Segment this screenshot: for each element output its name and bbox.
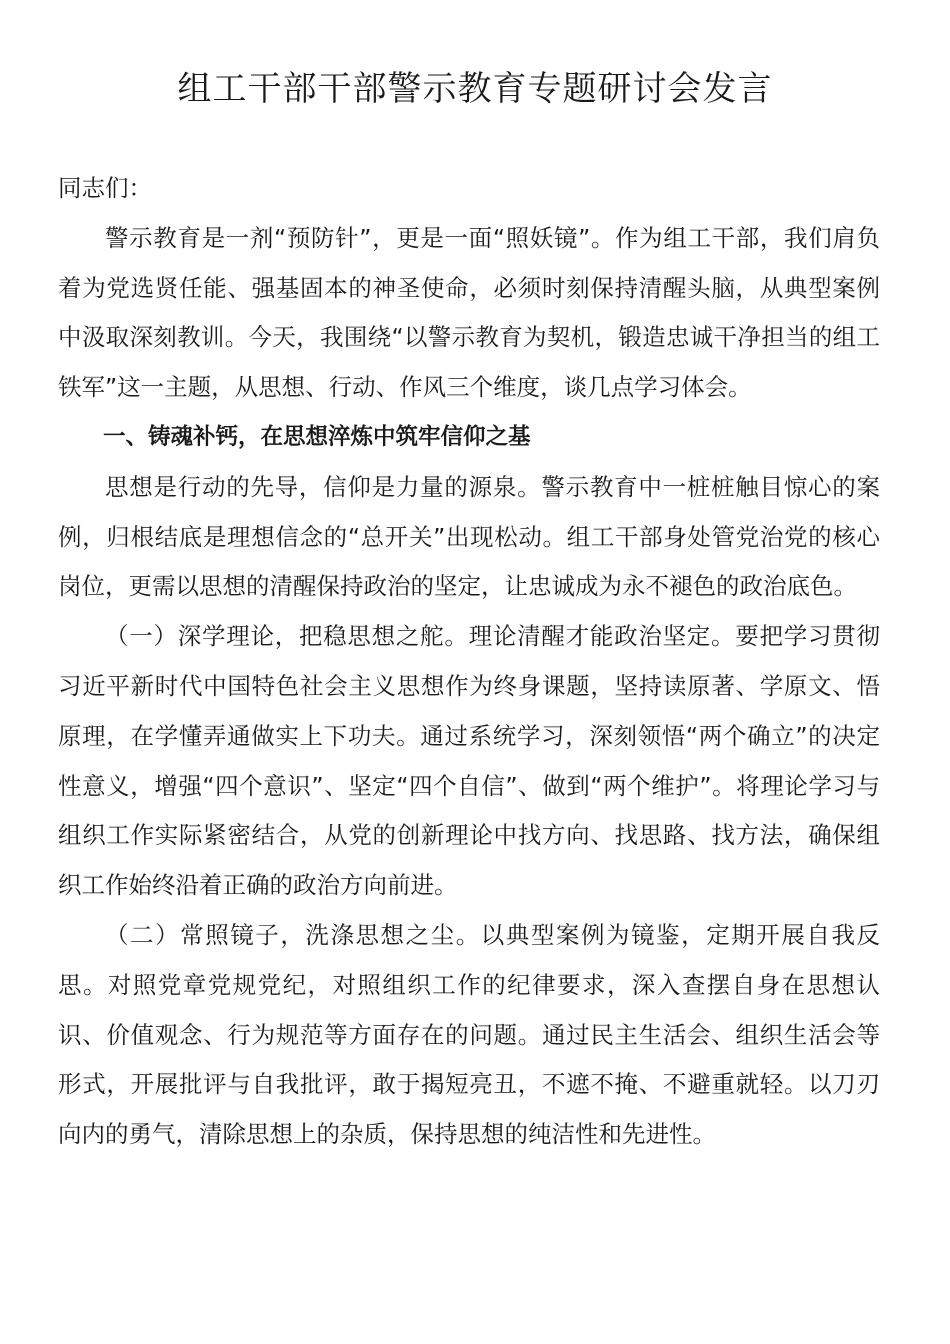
point-1-paragraph: （一）深学理论，把稳思想之舵。理论清醒才能政治坚定。要把学习贯彻习近平新时代中国特色社会主义思想作为终身课题，坚持读原著、学原文、悟原理，在学懂弄通做实上下功夫。通过系统学习，深刻领悟“两个确立”的决定性意义，增强“四个意识”、坚定“四个自信”、做到“两个维护”。将理论学习与组织工作实际紧密结合，从党的创新理论中找方向、找思路、找方法，确保组织工作始终沿着正确的政治方向前进。 — [58, 622, 880, 900]
document-title: 组工干部干部警示教育专题研讨会发言 — [177, 69, 773, 109]
salutation: 同志们： — [58, 174, 152, 202]
intro-paragraph: 警示教育是一剂“预防针”，更是一面“照妖镜”。作为组工干部，我们肩负着为党选贤任能、强基固本的神圣使命，必须时刻保持清醒头脑，从典型案例中汲取深刻教训。今天，我围绕“以警示教育为契机，锻造忠诚干净担当的组工铁军”这一主题，从思想、行动、作风三个维度，谈几点学习体会。 — [58, 223, 880, 402]
point-2-paragraph: （二）常照镜子，洗涤思想之尘。以典型案例为镜鉴，定期开展自我反思。对照党章党规党纪，对照组织工作的纪律要求，深入查摆自身在思想认识、价值观念、行为规范等方面存在的问题。通过民主生活会、组织生活会等形式，开展批评与自我批评，敢于揭短亮丑，不遮不掩、不避重就轻。以刀刃向内的勇气，清除思想上的杂质，保持思想的纯洁性和先进性。 — [58, 920, 880, 1149]
section-1-heading: 一、铸魂补钙，在思想淬炼中筑牢信仰之基 — [103, 423, 531, 450]
document-body — [58, 164, 880, 1160]
section-1-paragraph: 思想是行动的先导，信仰是力量的源泉。警示教育中一桩桩触目惊心的案例，归根结底是理想信念的“总开关”出现松动。组工干部身处管党治党的核心岗位，更需以思想的清醒保持政治的坚定，让忠诚成为永不褪色的政治底色。 — [58, 472, 880, 601]
